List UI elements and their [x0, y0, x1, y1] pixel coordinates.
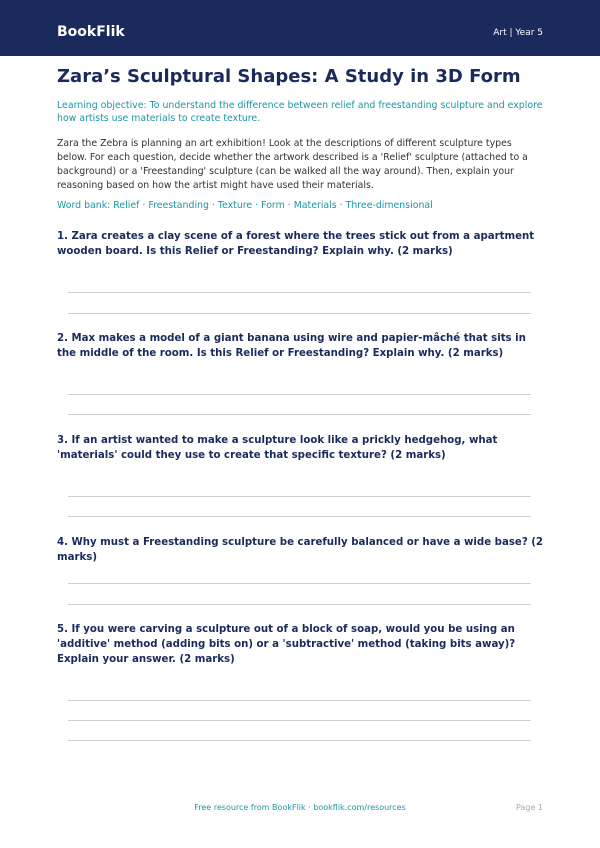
page-number: Page 1	[516, 803, 543, 812]
learning-objective: Learning objective: To understand the difference between relief and freestanding sculpture and explore how artists use materials to create texture.	[57, 100, 543, 124]
answer-line[interactable]	[68, 583, 531, 584]
answer-line[interactable]	[68, 414, 531, 415]
answer-line[interactable]	[68, 516, 531, 517]
header-bar	[0, 0, 600, 56]
footer-resource-link[interactable]: Free resource from BookFlik · bookflik.com/resources	[194, 803, 406, 812]
answer-line[interactable]	[68, 604, 531, 605]
intro-paragraph: Zara the Zebra is planning an art exhibition! Look at the descriptions of different sculpture types below. For each question, decide whether the artwork described is a 'Relief' sculpture (attached to a background) or a 'Freestanding' sculpture (can be walked all the way around). Then, explain your reasoning based on how the artist might have used their materials.	[57, 138, 528, 191]
page-title: Zara’s Sculptural Shapes: A Study in 3D Form	[57, 66, 521, 87]
answer-line[interactable]	[68, 720, 531, 721]
question-5: 5. If you were carving a sculpture out of a block of soap, would you be using an 'additive' method (adding bits on) or a 'subtractive' method (taking bits away)? Explain your answer. (2 marks)	[57, 624, 516, 665]
question-2: 2. Max makes a model of a giant banana using wire and papier-mâché that sits in the middle of the room. Is this Relief or Freestanding? Explain why. (2 marks)	[57, 333, 526, 359]
question-4: 4. Why must a Freestanding sculpture be carefully balanced or have a wide base? (2 marks)	[57, 537, 544, 563]
answer-line[interactable]	[68, 292, 531, 293]
answer-line[interactable]	[68, 700, 531, 701]
subject-year-label: Art | Year 5	[493, 28, 543, 38]
answer-line[interactable]	[68, 394, 531, 395]
answer-line[interactable]	[68, 740, 531, 741]
question-1: 1. Zara creates a clay scene of a forest where the trees stick out from a apartment wooden board. Is this Relief or Freestanding? Explain why. (2 marks)	[57, 231, 535, 257]
answer-line[interactable]	[68, 313, 531, 314]
answer-line[interactable]	[68, 496, 531, 497]
word-bank: Word bank: Relief · Freestanding · Texture · Form · Materials · Three-dimensional	[57, 200, 433, 211]
brand-logo-text: BookFlik	[57, 24, 125, 40]
question-3: 3. If an artist wanted to make a sculpture look like a prickly hedgehog, what 'materials' could they use to create that specific texture? (2 marks)	[57, 435, 498, 461]
